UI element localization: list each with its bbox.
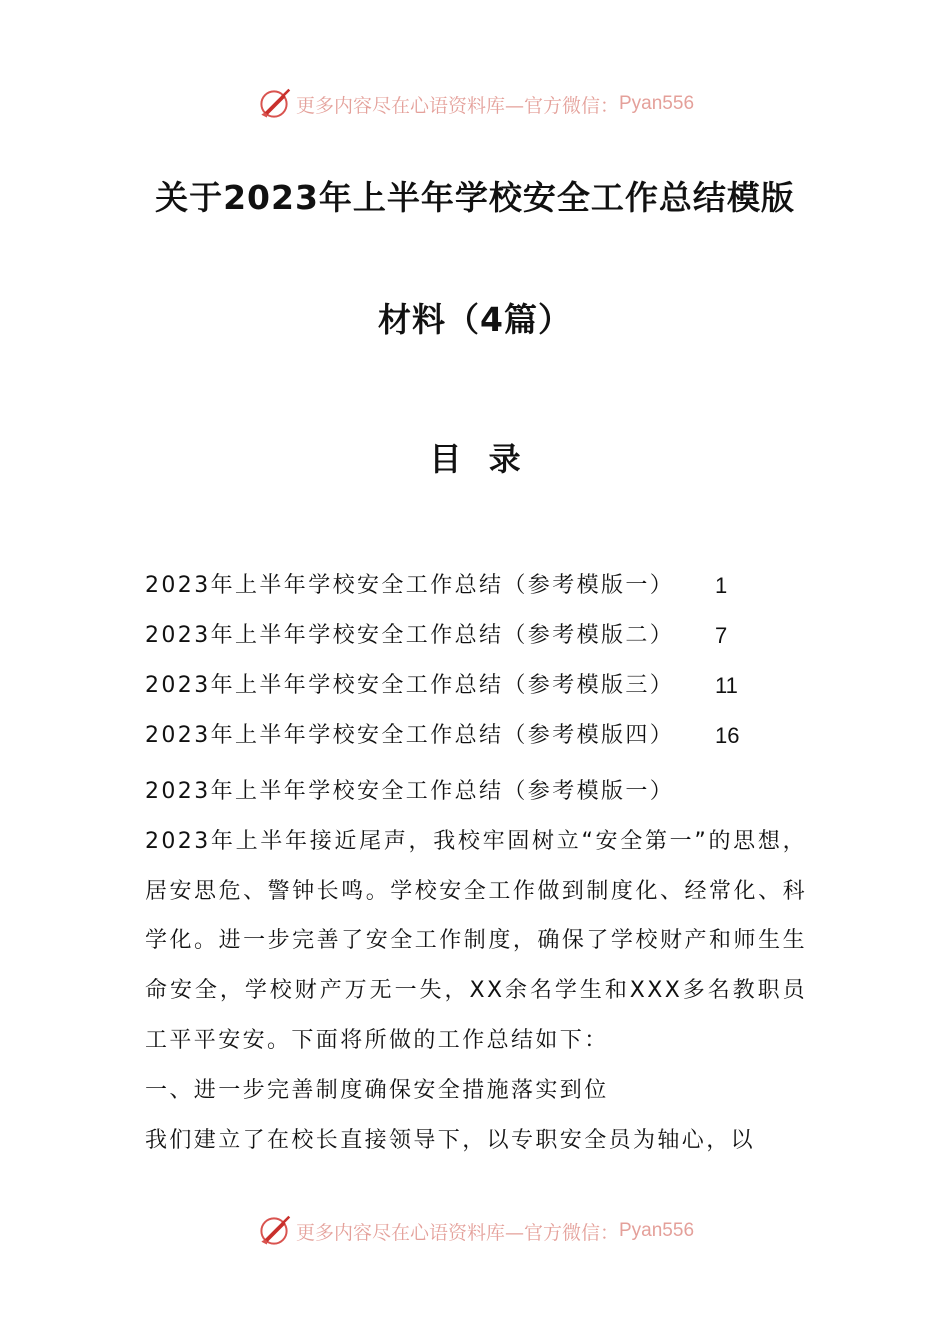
document-body [145,767,807,1165]
toc-entry-label: 2023年上半年学校安全工作总结（参考模版三） [145,673,675,698]
watermark-text: 更多内容尽在心语资料库—官方微信： [295,94,619,117]
toc-entry-2[interactable] [145,617,805,667]
toc-entry-label: 2023年上半年学校安全工作总结（参考模版二） [145,623,675,648]
toc-entry-page: 1 [715,573,728,598]
watermark-wechat-id: Pyan556 [619,93,695,114]
watermark-wechat-id: Pyan556 [619,1220,695,1241]
watermark-text: 更多内容尽在心语资料库—官方微信： [295,1221,619,1244]
pen-logo-icon [256,1213,292,1249]
table-of-contents [145,567,805,767]
toc-entry-page: 7 [715,623,728,648]
document-title-line-2: 材料（4篇） [378,300,572,339]
intro-paragraph: 2023年上半年接近尾声，我校牢固树立“安全第一”的思想，居安思危、警钟长鸣。学校安全工作做到制度化、经常化、科学化。进一步完善了安全工作制度，确保了学校财产和师生生命安全，学校财产万无一失，XX余名学生和XXX多名教职员工平平安安。下面将所做的工作总结如下： [145,828,807,1053]
toc-entry-label: 2023年上半年学校安全工作总结（参考模版四） [145,723,675,748]
toc-entry-label: 2023年上半年学校安全工作总结（参考模版一） [145,573,675,598]
header-watermark [0,84,950,124]
pen-logo-icon [256,86,292,122]
footer-watermark [0,1211,950,1251]
body-paragraph-2: 我们建立了在校长直接领导下，以专职安全员为轴心，以 [145,1127,756,1153]
toc-entry-3[interactable] [145,667,805,717]
document-title-line-1: 关于2023年上半年学校安全工作总结模版 [155,178,795,217]
section-heading-1: 一、进一步完善制度确保安全措施落实到位 [145,1077,609,1103]
section-title: 2023年上半年学校安全工作总结（参考模版一） [145,779,675,804]
toc-entry-page: 11 [715,673,738,698]
toc-heading: 目 录 [429,440,521,478]
toc-entry-page: 16 [715,723,740,748]
toc-entry-1[interactable] [145,567,805,617]
toc-entry-4[interactable] [145,717,805,767]
